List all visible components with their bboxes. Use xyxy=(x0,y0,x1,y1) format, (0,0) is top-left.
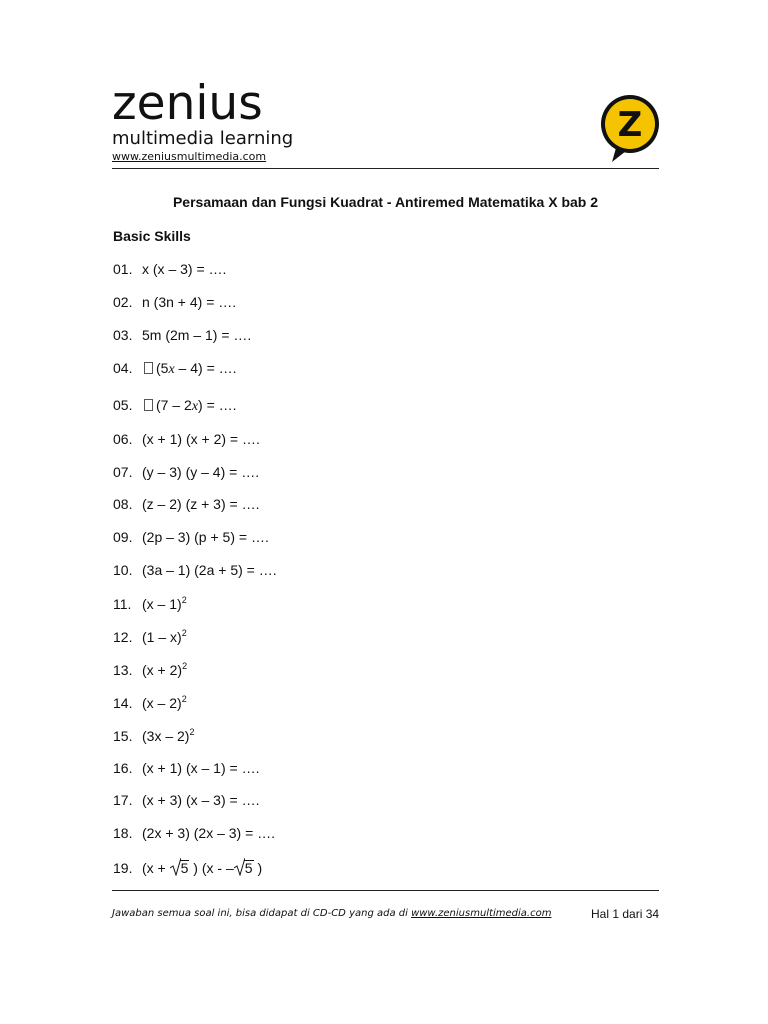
question-text: 5m (2m – 1) = …. xyxy=(142,327,252,343)
question-number: 10. xyxy=(113,562,133,578)
question-number: 04. xyxy=(113,360,133,376)
exponent: 2 xyxy=(181,628,187,638)
question-number: 13. xyxy=(113,662,133,678)
question-item: 19. (x + 5 ) (x - – 5 ) xyxy=(113,860,263,876)
question-item xyxy=(113,496,259,512)
question-item xyxy=(113,261,226,277)
question-text: x (x – 3) = …. xyxy=(142,261,227,277)
question-text: (2p – 3) (p + 5) = …. xyxy=(142,529,269,545)
missing-glyph-box-icon xyxy=(144,399,153,411)
question-number: 09. xyxy=(113,529,133,545)
question-text: (y – 3) (y – 4) = …. xyxy=(142,464,260,480)
question-item: 14. (x – 2)$^2$ xyxy=(113,694,187,711)
question-text: (z – 2) (z + 3) = …. xyxy=(142,496,260,512)
question-item: 05. (7 – 2x) = …. xyxy=(113,397,237,414)
question-number: 11. xyxy=(113,596,132,612)
document-title: Persamaan dan Fungsi Kuadrat - Antiremed Matematika X bab 2 xyxy=(172,194,599,210)
question-text: (3a – 1) (2a + 5) = …. xyxy=(142,562,277,578)
question-number: 08. xyxy=(113,496,133,512)
question-text: (2x + 3) (2x – 3) = …. xyxy=(142,825,276,841)
exponent: 2 xyxy=(189,727,195,737)
question-item xyxy=(113,562,277,578)
question-item xyxy=(113,464,259,480)
question-text: (x + 3) (x – 3) = …. xyxy=(142,792,260,808)
question-item xyxy=(113,760,259,776)
question-text: n (3n + 4) = …. xyxy=(142,294,237,310)
zenius-logo-icon xyxy=(598,94,662,164)
exponent: 2 xyxy=(181,595,187,605)
question-number: 01. xyxy=(113,261,133,277)
question-item: 13. $(x + 2)^2$ xyxy=(113,661,188,678)
question-text: (x + 1) (x + 2) = …. xyxy=(142,431,260,447)
question-text: (x + 1) (x – 1) = …. xyxy=(142,760,260,776)
question-item xyxy=(113,825,275,841)
question-item: 15. (3x – 2)$^2$ xyxy=(113,727,195,744)
footer-divider xyxy=(112,890,659,891)
brand-name: zenius xyxy=(112,76,263,131)
header-divider xyxy=(112,168,659,169)
question-number: 14. xyxy=(113,695,133,711)
question-item xyxy=(113,529,269,545)
question-number: 15. xyxy=(113,728,133,744)
brand-url[interactable]: www.zeniusmultimedia.com xyxy=(112,150,267,163)
brand-tagline: multimedia learning xyxy=(112,128,294,149)
question-number: 12. xyxy=(113,629,133,645)
section-heading: Basic Skills xyxy=(113,228,191,244)
question-item xyxy=(113,431,260,447)
question-number: 17. xyxy=(113,792,133,808)
question-number: 19. xyxy=(113,860,133,876)
page-number: Hal 1 dari 34 xyxy=(591,907,660,921)
question-number: 06. xyxy=(113,431,133,447)
logo-letter: Z xyxy=(617,105,643,145)
question-number: 07. xyxy=(113,464,133,480)
question-number: 03. xyxy=(113,327,133,343)
question-number: 16. xyxy=(113,760,133,776)
footer-note xyxy=(112,908,551,919)
footer-link[interactable]: www.zeniusmultimedia.com xyxy=(411,908,552,919)
question-number: 02. xyxy=(113,294,133,310)
question-item: 12. (1 – x)$^2$ xyxy=(113,628,187,645)
question-item xyxy=(113,792,259,808)
question-number: 18. xyxy=(113,825,133,841)
exponent: 2 xyxy=(181,694,187,704)
square-root: 5 xyxy=(170,860,190,876)
question-item xyxy=(113,294,236,310)
question-item: 04. (5x – 4) = …. xyxy=(113,360,237,377)
missing-glyph-box-icon xyxy=(144,362,153,374)
footer-note-text: Jawaban semua soal ini, bisa didapat di CD-CD yang ada di xyxy=(112,908,412,919)
brand-block xyxy=(112,76,294,163)
question-number: 05. xyxy=(113,397,133,413)
question-item xyxy=(113,327,251,343)
question-item: 11. (x – 1)$^2$ xyxy=(113,595,187,612)
square-root: 5 xyxy=(234,860,254,876)
exponent: 2 xyxy=(182,661,188,671)
